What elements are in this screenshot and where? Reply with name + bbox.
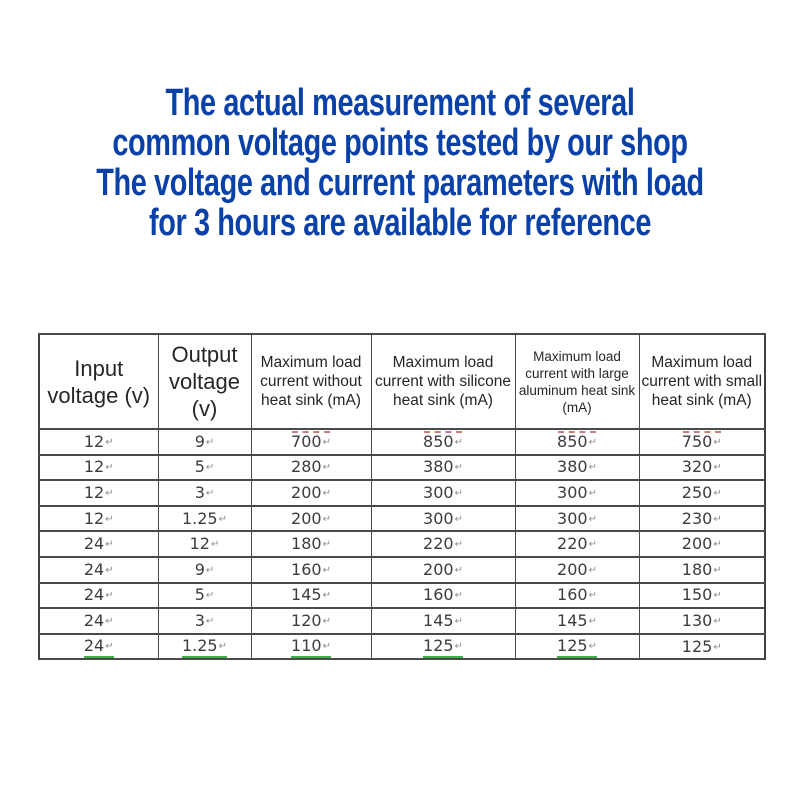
cell-value: 850↵ [557,431,597,451]
paragraph-mark-icon: ↵ [588,640,597,652]
cell-value: 130↵ [681,610,722,630]
cell-value: 850↵ [423,431,463,451]
paragraph-mark-icon: ↵ [454,462,463,474]
paragraph-mark-icon: ↵ [205,615,215,627]
table-cell [371,557,515,583]
paragraph-mark-icon: ↵ [105,436,114,448]
measurement-table-container [38,333,766,660]
table-cell [371,634,515,660]
paragraph-mark-icon: ↵ [713,539,722,551]
cell-value: 9↵ [194,431,215,451]
table-cell [158,480,251,506]
paragraph-mark-icon: ↵ [105,539,114,551]
cell-value: 5↵ [194,457,215,477]
cell-value: 3↵ [194,482,215,502]
paragraph-mark-icon: ↵ [713,487,722,499]
table-cell [515,455,639,481]
cell-value: 230↵ [681,508,722,528]
page-title [0,83,800,243]
cell-value: 125↵ [681,636,722,656]
table-cell [158,455,251,481]
table-row [39,506,765,532]
paragraph-mark-icon: ↵ [322,564,331,576]
title-line-1: The actual measurement of several [165,82,635,124]
cell-value: 12↵ [83,482,114,502]
title-line-4: for 3 hours are available for reference [148,202,652,244]
cell-value: 3↵ [194,610,215,630]
cell-value: 1.25↵ [182,637,227,658]
cell-value: 12↵ [83,431,114,451]
table-cell [251,480,371,506]
paragraph-mark-icon: ↵ [588,615,597,627]
paragraph-mark-icon: ↵ [588,462,597,474]
cell-value: 24↵ [83,585,114,605]
paragraph-mark-icon: ↵ [105,640,114,652]
table-cell [39,506,158,532]
title-line-3: The voltage and current parameters with load [96,162,704,204]
paragraph-mark-icon: ↵ [205,590,215,602]
paragraph-mark-icon: ↵ [105,590,114,602]
paragraph-mark-icon: ↵ [105,513,114,525]
table-cell [639,608,765,634]
cell-value: 700↵ [291,431,331,451]
paragraph-mark-icon: ↵ [105,615,114,627]
table-cell [158,608,251,634]
cell-value: 12↵ [189,534,220,554]
table-cell [158,429,251,455]
cell-value: 180↵ [681,559,722,579]
paragraph-mark-icon: ↵ [713,513,722,525]
paragraph-mark-icon: ↵ [322,615,331,627]
table-cell [39,429,158,455]
table-cell [639,429,765,455]
table-cell [371,608,515,634]
cell-value: 200↵ [291,508,331,528]
table-cell [639,480,765,506]
table-cell [639,634,765,660]
cell-value: 12↵ [83,457,114,477]
table-cell [158,531,251,557]
paragraph-mark-icon: ↵ [105,462,114,474]
paragraph-mark-icon: ↵ [713,564,722,576]
table-cell [158,506,251,532]
table-cell [515,583,639,609]
paragraph-mark-icon: ↵ [322,462,331,474]
table-cell [371,429,515,455]
cell-value: 220↵ [557,534,597,554]
cell-value: 220↵ [423,534,463,554]
cell-value: 24↵ [83,559,114,579]
table-cell [371,531,515,557]
paragraph-mark-icon: ↵ [205,564,215,576]
table-cell [515,608,639,634]
table-row [39,583,765,609]
paragraph-mark-icon: ↵ [588,513,597,525]
table-row [39,455,765,481]
paragraph-mark-icon: ↵ [588,590,597,602]
cell-value: 5↵ [194,585,215,605]
paragraph-mark-icon: ↵ [205,436,215,448]
table-header [39,334,765,429]
cell-value: 180↵ [291,534,331,554]
paragraph-mark-icon: ↵ [322,640,331,652]
cell-value: 750↵ [681,431,722,451]
paragraph-mark-icon: ↵ [454,564,463,576]
table-cell [515,480,639,506]
cell-value: 250↵ [681,482,722,502]
table-cell [371,506,515,532]
cell-value: 300↵ [557,482,597,502]
cell-value: 145↵ [557,610,597,630]
table-cell [251,455,371,481]
paragraph-mark-icon: ↵ [713,436,722,448]
paragraph-mark-icon: ↵ [210,539,220,551]
table-body [39,429,765,659]
table-cell [639,583,765,609]
table-row [39,480,765,506]
paragraph-mark-icon: ↵ [454,513,463,525]
table-header-row [39,334,765,429]
measurement-table [38,333,766,660]
paragraph-mark-icon: ↵ [454,487,463,499]
table-header-cell: Output voltage (v) [158,334,251,429]
title-line-2: common voltage points tested by our shop [112,122,688,164]
paragraph-mark-icon: ↵ [322,487,331,499]
table-cell [371,455,515,481]
cell-value: 200↵ [291,482,331,502]
cell-value: 320↵ [681,457,722,477]
cell-value: 150↵ [681,585,722,605]
table-cell [39,634,158,660]
table-cell [158,583,251,609]
cell-value: 24↵ [83,534,114,554]
paragraph-mark-icon: ↵ [322,513,331,525]
table-cell [39,480,158,506]
table-row [39,557,765,583]
cell-value: 24↵ [84,637,114,658]
table-cell [371,583,515,609]
cell-value: 125↵ [557,637,597,658]
table-cell [515,506,639,532]
cell-value: 24↵ [83,610,114,630]
paragraph-mark-icon: ↵ [322,539,331,551]
cell-value: 145↵ [291,585,331,605]
cell-value: 120↵ [291,610,331,630]
paragraph-mark-icon: ↵ [588,564,597,576]
table-cell [251,557,371,583]
paragraph-mark-icon: ↵ [205,487,215,499]
cell-value: 280↵ [291,457,331,477]
cell-value: 160↵ [423,585,463,605]
table-cell [39,583,158,609]
paragraph-mark-icon: ↵ [588,539,597,551]
paragraph-mark-icon: ↵ [713,462,722,474]
paragraph-mark-icon: ↵ [218,640,227,652]
table-cell [251,634,371,660]
cell-value: 200↵ [557,559,597,579]
paragraph-mark-icon: ↵ [454,615,463,627]
paragraph-mark-icon: ↵ [322,436,331,448]
paragraph-mark-icon: ↵ [454,590,463,602]
table-cell [39,608,158,634]
table-cell [39,557,158,583]
cell-value: 380↵ [557,457,597,477]
cell-value: 300↵ [423,482,463,502]
cell-value: 12↵ [83,508,114,528]
table-header-cell: Maximum load current with small heat sink (mA) [639,334,765,429]
paragraph-mark-icon: ↵ [454,640,463,652]
cell-value: 125↵ [423,637,463,658]
paragraph-mark-icon: ↵ [105,487,114,499]
paragraph-mark-icon: ↵ [105,564,114,576]
table-cell [251,608,371,634]
cell-value: 160↵ [291,559,331,579]
table-cell [515,531,639,557]
table-cell [251,506,371,532]
paragraph-mark-icon: ↵ [454,539,463,551]
table-cell [158,557,251,583]
table-cell [251,531,371,557]
cell-value: 110↵ [291,637,331,658]
table-cell [39,531,158,557]
paragraph-mark-icon: ↵ [588,436,597,448]
table-cell [515,429,639,455]
cell-value: 1.25↵ [181,508,227,528]
cell-value: 380↵ [423,457,463,477]
paragraph-mark-icon: ↵ [713,641,722,653]
table-cell [251,429,371,455]
table-row [39,429,765,455]
paragraph-mark-icon: ↵ [454,436,463,448]
table-row [39,531,765,557]
paragraph-mark-icon: ↵ [713,590,722,602]
cell-value: 300↵ [423,508,463,528]
cell-value: 300↵ [557,508,597,528]
table-row [39,608,765,634]
cell-value: 9↵ [194,559,215,579]
table-header-cell: Maximum load current with large aluminum heat sink (mA) [515,334,639,429]
table-cell [515,634,639,660]
table-header-cell: Input voltage (v) [39,334,158,429]
paragraph-mark-icon: ↵ [588,487,597,499]
table-cell [639,531,765,557]
table-header-cell: Maximum load current without heat sink (mA) [251,334,371,429]
table-cell [39,455,158,481]
paragraph-mark-icon: ↵ [218,513,227,525]
table-cell [639,506,765,532]
cell-value: 160↵ [557,585,597,605]
table-cell [371,480,515,506]
cell-value: 200↵ [423,559,463,579]
table-cell [515,557,639,583]
paragraph-mark-icon: ↵ [713,615,722,627]
paragraph-mark-icon: ↵ [205,462,215,474]
table-header-cell: Maximum load current with silicone heat sink (mA) [371,334,515,429]
table-row [39,634,765,660]
table-cell [158,634,251,660]
table-cell [639,455,765,481]
cell-value: 200↵ [681,534,722,554]
paragraph-mark-icon: ↵ [322,590,331,602]
table-cell [251,583,371,609]
cell-value: 145↵ [423,610,463,630]
table-cell [639,557,765,583]
